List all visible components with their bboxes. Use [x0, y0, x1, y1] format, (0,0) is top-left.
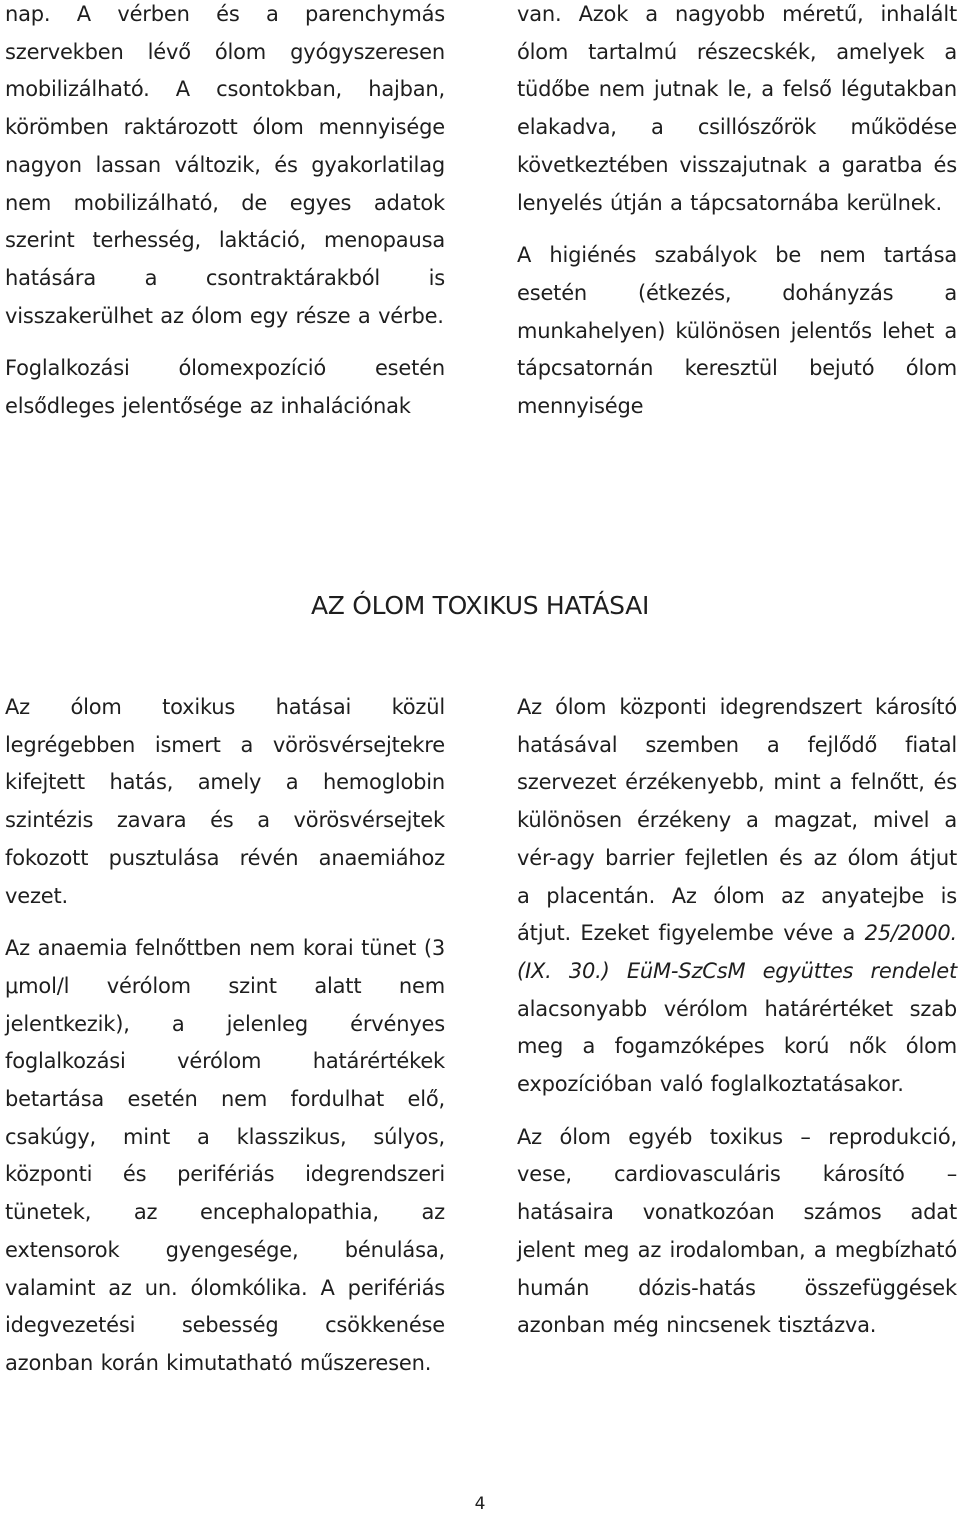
- paragraph-other-toxic-effects: Az ólom egyéb toxikus – reprodukció, vese, cardiovasculáris károsító – hatásaira vonatkozóan számos adat jelent meg az irodalomban, a megbízható humán dózis-hatás összefüggések azonban még nincsenek tisztázva.: [517, 1124, 957, 1338]
- paragraph-anaemia: Az anaemia felnőttben nem korai tünet (3 μmol/l vérólom szint alatt nem jelentkezik), a jelenleg érvényes foglalkozási vérólom határértékek betartása esetén nem fordulhat elő, csakúgy, mint a klasszikus, súlyos, központi és perifériás idegrendszeri tünetek, az encephalopathia, az extensorok gyengesége, bénulása, valamint az un. ólomkólika. A perifériás idegvezetési sebesség csökkenése azonban korán kimutatható műszeresen.: [5, 936, 445, 1375]
- bottom-left-column: [5, 689, 445, 1383]
- page-number: 4: [474, 1494, 486, 1514]
- cns-text-after: alacsonyabb vérólom határértéket szab meg a fogamzóképes korú nők ólom expozícióban való foglalkoztatásakor.: [517, 996, 957, 1097]
- regulation-reference: 25/2000. (IX. 30.) EüM-SzCsM együttes rendelet: [517, 921, 957, 983]
- paragraph-occupational-exposure: Foglalkozási ólomexpozíció esetén elsődleges jelentősége az inhalációnak: [5, 356, 445, 419]
- paragraph-red-blood-cells: Az ólom toxikus hatásai közül legrégebben ismert a vörösvérsejtekre kifejtett hatás, amely a hemoglobin szintézis zavara és a vörösvérsejtek fokozott pusztulása révén anaemiához vezet.: [5, 695, 445, 908]
- section-title: AZ ÓLOM TOXIKUS HATÁSAI: [310, 591, 650, 620]
- bottom-right-column: [517, 689, 957, 1345]
- paragraph-lead-mobilization: nap. A vérben és a parenchymás szervekben lévő ólom gyógyszeresen mobilizálható. A csontokban, hajban, körömben raktározott ólom mennyisége nagyon lassan változik, és gyakorlatilag nem mobilizálható, de egyes adatok szerint terhesség, laktáció, menopausa hatására a csontraktárakból is visszakerülhet az ólom egy része a vérbe.: [5, 2, 445, 328]
- top-left-column: [5, 0, 445, 426]
- paragraph-central-nervous-system: [517, 689, 957, 1104]
- top-right-column: [517, 0, 957, 426]
- paragraph-hygiene-rules: A higiénés szabályok be nem tartása esetén (étkezés, dohányzás a munkahelyen) különösen jelentős lehet a tápcsatornán keresztül bejutó ólom mennyisége: [517, 243, 957, 419]
- cns-text-before: Az ólom központi idegrendszert károsító hatásával szemben a fejlődő fiatal szervezet érzékenyebb, mint a felnőtt, és különösen érzékeny a magzat, mivel a vér-agy barrier fejletlen és az ólom átjut a placentán. Az ólom az anyatejbe is átjut. Ezeket figyelembe véve a: [517, 695, 957, 946]
- paragraph-inhaled-particles: van. Azok a nagyobb méretű, inhalált ólom tartalmú részecskék, amelyek a tüdőbe nem jutnak le, a felső légutakban elakadva, a csillószőrök működése következtében visszajutnak a garatba és lenyelés útján a tápcsatornába kerülnek.: [517, 2, 957, 215]
